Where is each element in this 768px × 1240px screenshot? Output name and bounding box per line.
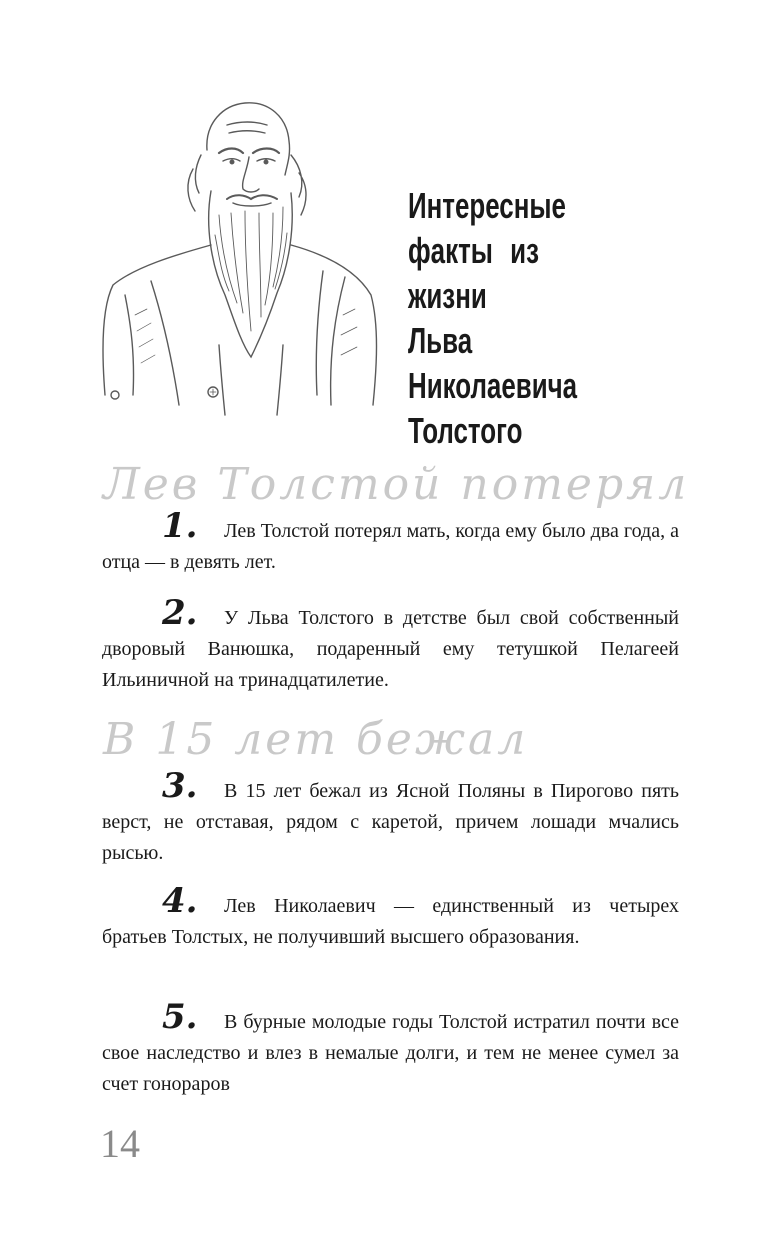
fact-text: У Льва Толстого в детстве был свой собственный дворовый Ванюшка, подаренный ему тетушкой Пелагеей Ильиничной на тринадцатилетие. [102, 607, 679, 691]
fact-number: 3. [162, 766, 198, 806]
page-number: 14 [100, 1121, 140, 1166]
fact-number: 1. [162, 506, 198, 546]
title-line: Толстого [408, 410, 523, 451]
fact-text: В 15 лет бежал из Ясной Поляны в Пирогово пять верст, не отставая, рядом с каретой, причем лошади мчались рысью. [102, 780, 679, 864]
fact-paragraph [102, 997, 679, 1100]
fact-number: 4. [162, 881, 198, 921]
fact-paragraph [102, 766, 679, 869]
fact-text: Лев Николаевич — единственный из четырех братьев Толстых, не получивший высшего образования. [102, 895, 679, 948]
title-line: Интересные [408, 185, 566, 226]
handwritten-watermark: В 15 лет бежал [103, 714, 529, 765]
fact-number: 5. [162, 997, 198, 1037]
handwritten-watermark: Лев Толстой потерял [103, 459, 690, 510]
fact-text: Лев Толстой потерял мать, когда ему было два года, а отца — в девять лет. [102, 520, 679, 573]
tolstoy-portrait-illustration [95, 95, 385, 425]
fact-paragraph [102, 506, 679, 578]
fact-text: В бурные молодые годы Толстой истратил почти все свое наследство и влез в немалые долги, и тем не менее сумел за счет гонораров [102, 1011, 679, 1095]
fact-paragraph [102, 593, 679, 696]
title-line: факты из жизни [408, 230, 540, 316]
fact-paragraph [102, 881, 679, 953]
chapter-title [408, 183, 624, 453]
fact-number: 2. [162, 593, 198, 633]
title-line: Льва Николаевича [408, 320, 578, 406]
